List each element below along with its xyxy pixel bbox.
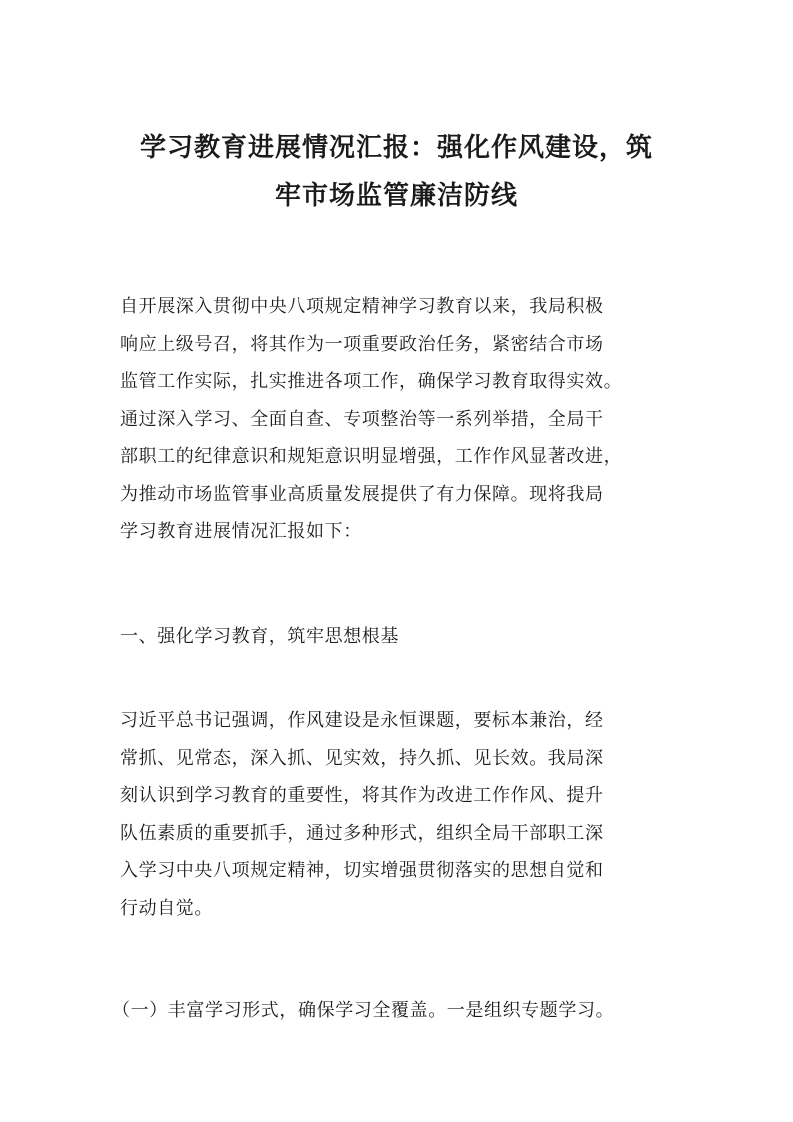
paragraph-line: 部职工的纪律意识和规矩意识明显增强，工作作风显著改进， <box>120 446 623 467</box>
intro-paragraph <box>120 288 680 551</box>
paragraph-line: （一）丰富学习形式，确保学习全覆盖。一是组织专题学习。 <box>112 1000 615 1021</box>
subsection-paragraph <box>112 992 680 1030</box>
document-title <box>110 124 683 220</box>
paragraph-line: 通过深入学习、全面自查、专项整治等一系列举措，全局干 <box>120 408 604 430</box>
paragraph-line: 学习教育进展情况汇报如下： <box>120 521 362 542</box>
section-heading: 一、强化学习教育，筑牢思想根基 <box>120 626 399 647</box>
paragraph-line: 行动自觉。 <box>120 897 213 919</box>
title-line: 牢市场监管廉洁防线 <box>274 181 518 211</box>
title-line: 学习教育进展情况汇报：强化作风建设，筑 <box>139 133 653 163</box>
body-paragraph <box>120 702 680 927</box>
paragraph-line: 为推动市场监管事业高质量发展提供了有力保障。现将我局 <box>120 483 604 505</box>
paragraph-line: 常抓、见常态，深入抓、见实效，持久抓、见长效。我局深 <box>120 747 604 769</box>
paragraph-line: 队伍素质的重要抓手，通过多种形式，组织全局干部职工深 <box>120 822 604 844</box>
paragraph-line: 习近平总书记强调，作风建设是永恒课题，要标本兼治，经 <box>120 710 604 731</box>
paragraph-line: 入学习中央八项规定精神，切实增强贯彻落实的思想自觉和 <box>120 860 604 881</box>
paragraph-line: 刻认识到学习教育的重要性，将其作为改进工作作风、提升 <box>120 785 604 806</box>
paragraph-line: 自开展深入贯彻中央八项规定精神学习教育以来，我局积极 <box>120 296 604 317</box>
paragraph-line: 响应上级号召，将其作为一项重要政治任务，紧密结合市场 <box>120 333 604 355</box>
paragraph-line: 监管工作实际，扎实推进各项工作，确保学习教育取得实效。 <box>120 371 623 392</box>
